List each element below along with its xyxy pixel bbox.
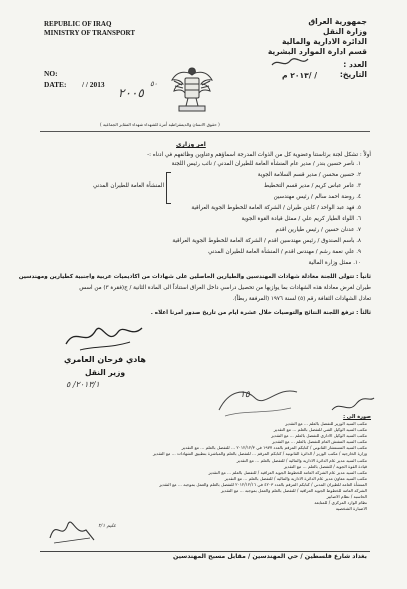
stamp-scribble-icon — [215, 380, 301, 420]
list-item: ٦. اللواء الطيار كريم علي / ممثل قيادة القوة الجوية — [241, 216, 361, 222]
signature-date: ٢٠١٣/١/ ٥ — [66, 380, 100, 389]
handwritten-initials-icon — [46, 512, 98, 546]
list-item: ٥. فهد عبد الواحد / كابتن طيران / الشركة العامة للخطوط الجوية العراقية — [191, 205, 361, 211]
second-paragraph-cont2: تعادل الشهادات الثقافة رقم (٥) لسنة ١٩٧٦ (المرفقة ربطاً). — [232, 296, 371, 302]
letterhead-english — [44, 20, 135, 38]
list-item: قيادة القوة الجوية / للتفضل بالعلم ... مع التقدير — [283, 463, 367, 469]
list-item: الشركة العامة للخطوط الجوية العراقية / للتفضل بالعلم والعمل بموجبه ... مع التقدير — [221, 488, 367, 494]
en-republic: REPUBLIC OF IRAQ — [44, 20, 112, 28]
group-bracket — [166, 172, 171, 204]
en-no-label: NO: — [44, 69, 58, 78]
footer-address: بغداد شارع فلسطين / حي المهندسين / مقابل مسبح المهندسين — [173, 553, 367, 560]
ar-republic: جمهورية العراق — [308, 17, 367, 26]
list-item: مكتب السيد الوكيل الفني للتفضل بالعلم ... مع التقدير — [273, 427, 367, 433]
second-paragraph-cont1: طيران لغرض معادلة هذه الشهادات بما يوازيها من تحصيل دراسي داخل العراق استناداً الى المادة الثانية / ج(فقرة ٣) من اسس — [79, 285, 371, 291]
handwritten-number: ٢٠٠٥ — [118, 86, 144, 100]
copies-list — [22, 421, 367, 512]
signatory-title: وزير النقل — [84, 368, 126, 377]
copies-heading: صورة الى : — [343, 414, 371, 420]
list-item: الاضبارة الشخصية — [335, 506, 367, 512]
emblem-caption: ( حقوق الانسان والديمقراطية أمرة للشهداء شهداء المقابر الجماعية ) — [100, 122, 220, 127]
en-ministry: MINISTRY OF TRANSPORT — [44, 29, 136, 37]
list-item: ٩. علي نعمة رشم / مهندس اقدم / المنشأة العامة للطيران المدني — [208, 249, 361, 255]
list-item: الحاسبة / نظام الاضابير — [326, 494, 367, 500]
ar-number-label: العدد : — [343, 60, 367, 69]
iraq-eagle-emblem-icon — [168, 62, 216, 116]
list-item: ١٠. ممثل وزارة المالية — [308, 260, 361, 266]
handwritten-scribble-icon — [270, 56, 310, 70]
list-item: مكتب السيد المستشار القانوني / كتابكم المرقم بالعدد ١٩٧٧ في ٢٠١٢/١٢/٣ ... للتفضل بالعلم ... مع التقدير — [181, 445, 367, 451]
list-item: مكتب السيد معاون مدير عام الدائرة الادارية والمالية / للتفضل بالعلم ... مع التقدير — [224, 475, 367, 481]
list-item: نظام الوارد المركزي / للمتابعة — [314, 500, 367, 506]
list-item: ١. ناصر حسين بندر / مدير عام المنشأة العامة للطيران المدني / نائب رئيس اللجنة — [171, 161, 361, 167]
en-date-label: DATE: — [44, 80, 67, 89]
ar-dept: الدائرة الادارية والمالية — [281, 37, 367, 46]
list-item: مكتب السيد مدير عام الشركة العامة للخطوط الجوية العراقية / للتفضل بالعلم ... مع التقدير — [208, 469, 367, 475]
list-item: مكتب السيد الوكيل الاداري للتفضل بالعلم ... مع التقدير — [271, 433, 367, 439]
minister-signature-icon — [60, 318, 146, 356]
list-item: مكتب السيد مدير عام الدائرة الادارية والمالية / للتفضل بالعلم ... مع التقدير — [236, 457, 367, 463]
list-item: ٨. باسم الصندوق / رئيس مهندسين اقدم / الشركة العامة للخطوط الجوية العراقية — [172, 238, 361, 244]
initials-scribble-icon — [330, 396, 376, 416]
list-item: ٣. عامر عباس كريم / مدير قسم التخطيط — [264, 183, 361, 189]
handwritten-initials: عليم ٢/١ — [98, 523, 117, 529]
stamp-number: ١٥ — [240, 390, 250, 400]
list-item: ٤. روضة احمد سالم / رئيس مهندسين — [273, 194, 361, 200]
header-divider — [40, 131, 370, 132]
ar-section: قسم ادارة الموارد البشرية — [267, 47, 367, 56]
list-item: المنشأة العامة للطيران المدني / كتابكم المرقم بالعدد ٤٢٠٣ في ٢٠١٢/١٢/١٦ للتفضل بالعلم والعمل بموجبه ... مع التقدير — [159, 481, 367, 487]
list-item: ٢. حسين محسن / مدير قسم السلامة الجوية — [257, 172, 361, 178]
second-paragraph: ثانياً : تتولى اللجنة معادلة شهادات المهندسين والطيارين الحاصلين على شهادات من اكاديميات عربية واجنبية كطيارين ومهندسين — [18, 274, 371, 280]
ar-date-value: / /٢٠١٣ م — [282, 71, 317, 80]
footer-divider — [40, 551, 370, 552]
list-item: ٧. عدنان حسين / رئيس طيارين اقدم — [275, 227, 361, 233]
order-title: امر وزاري — [176, 141, 206, 148]
handwritten-mark: ٥٠ — [150, 80, 158, 88]
list-item: وزارة الخارجية / مكتب الوزير / الدائرة القانونية / كتابكم المرقم ... للتفضل بالعلم والمباشرة بتطبيق الشهادات ... مع التقدير — [153, 451, 367, 457]
list-item: مكتب السيد الوزير للتفضل بالعلم ... مع التقدير — [285, 421, 367, 426]
en-date-value: / / 2013 — [82, 80, 105, 89]
ar-date-label: التاريخ: — [339, 70, 367, 79]
members-list — [31, 161, 361, 271]
intro-paragraph: أولاً : تشكل لجنة برئاستنا وعضوية كل من الذوات المدرجة اسماؤهم وعناوين وظائفهم في ادناه :- — [147, 152, 371, 158]
signatory-name: هادي فرحان العامري — [64, 355, 146, 364]
third-paragraph: ثالثاً : ترفع اللجنة النتائج والتوصيات خلال عشرة ايام من تاريخ صدور امرنا اعلاه . — [150, 310, 371, 316]
letterhead-arabic — [247, 17, 367, 57]
ar-ministry: وزارة النقل — [323, 27, 367, 36]
bracket-label: المنشأة العامة للطيران المدني — [92, 183, 164, 189]
list-item: مكتب السيد المفتش العام للتفضل بالعلم ... مع التقدير — [272, 439, 367, 445]
